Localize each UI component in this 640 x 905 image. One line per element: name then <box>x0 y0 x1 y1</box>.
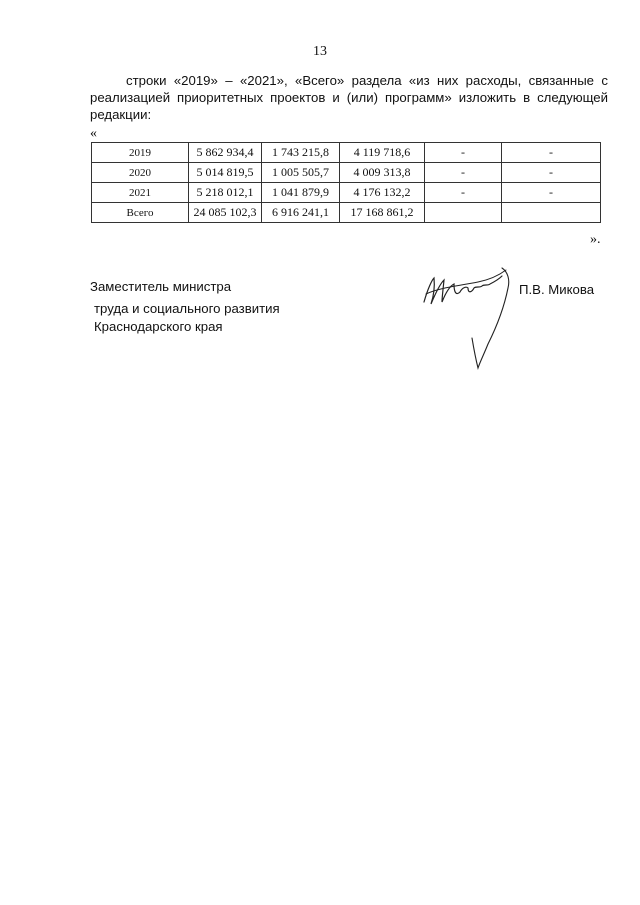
body-paragraph: строки «2019» – «2021», «Всего» раздела «из них расходы, связанные с реализацией приоритетных проектов и (или) программ» изложить в следующей редакции: <box>90 73 608 122</box>
table-cell <box>502 203 601 223</box>
table-row <box>92 183 601 203</box>
table-cell: 1 743 215,8 <box>262 143 340 163</box>
table-cell: - <box>502 183 601 203</box>
signatory-name: П.В. Микова <box>519 282 595 297</box>
table-row <box>92 203 601 223</box>
table-cell: - <box>425 183 502 203</box>
table-cell: 6 916 241,1 <box>262 203 340 223</box>
row-label: 2019 <box>92 143 189 163</box>
signatory-title-line2: труда и социального развития <box>94 301 280 316</box>
signatory-title-line1: Заместитель министра <box>90 279 232 294</box>
table-cell: 5 862 934,4 <box>189 143 262 163</box>
table-cell: 17 168 861,2 <box>340 203 425 223</box>
row-label: Всего <box>92 203 189 223</box>
handwritten-signature <box>418 258 522 376</box>
table-cell: - <box>502 163 601 183</box>
table-row <box>92 163 601 183</box>
table-cell: 5 218 012,1 <box>189 183 262 203</box>
opening-quote: « <box>90 126 97 141</box>
table-cell: - <box>502 143 601 163</box>
table-row <box>92 143 601 163</box>
table-cell: 1 041 879,9 <box>262 183 340 203</box>
expenses-table <box>91 142 601 223</box>
closing-quote: ». <box>590 232 601 247</box>
table-cell: 4 119 718,6 <box>340 143 425 163</box>
table-cell: 4 176 132,2 <box>340 183 425 203</box>
signatory-title-line3: Краснодарского края <box>94 319 223 334</box>
row-label: 2020 <box>92 163 189 183</box>
table-cell <box>425 203 502 223</box>
table-cell: 4 009 313,8 <box>340 163 425 183</box>
table-cell: - <box>425 143 502 163</box>
page-number: 13 <box>313 44 327 59</box>
table-cell: 24 085 102,3 <box>189 203 262 223</box>
table-cell: 5 014 819,5 <box>189 163 262 183</box>
table-cell: 1 005 505,7 <box>262 163 340 183</box>
row-label: 2021 <box>92 183 189 203</box>
table-cell: - <box>425 163 502 183</box>
